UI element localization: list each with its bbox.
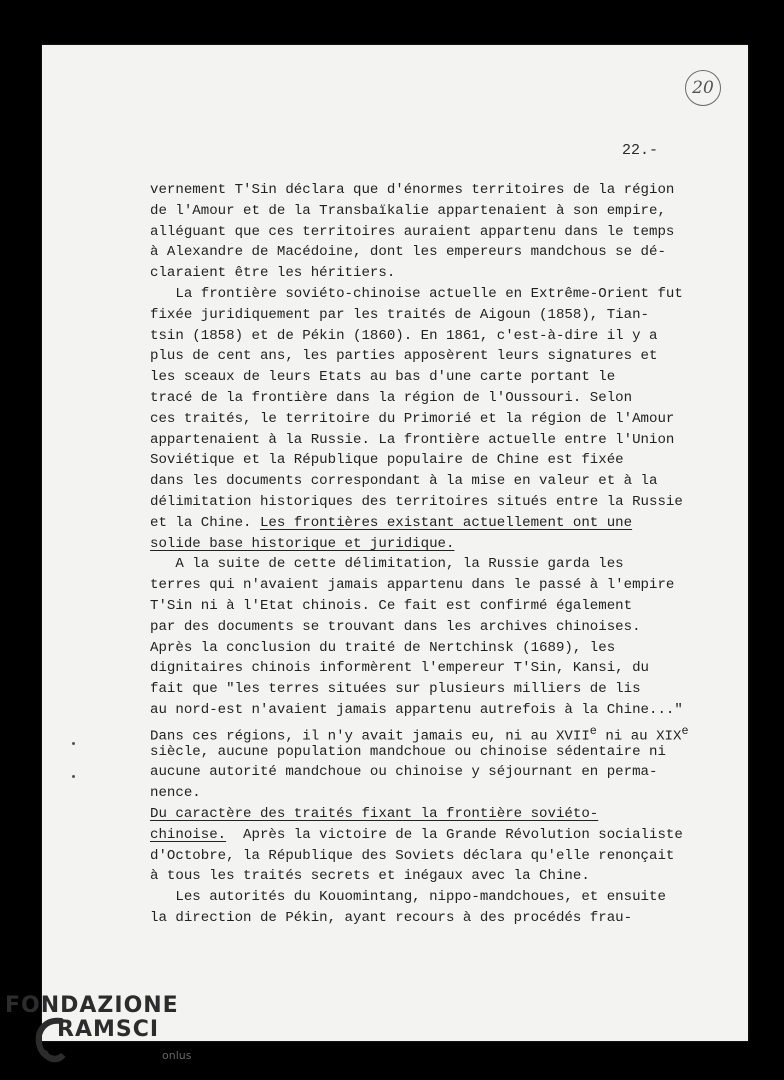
document-body: [150, 180, 710, 929]
underlined-text: Les frontières existant actuellement ont une: [259, 514, 633, 531]
text-line: tsin (1858) et de Pékin (1860). En 1861, c'est-à-dire il y a: [150, 327, 658, 344]
text-line: la direction de Pékin, ayant recours à des procédés frau-: [150, 909, 633, 926]
watermark-line2: RAMSCI: [57, 1017, 160, 1042]
text-line: plus de cent ans, les parties apposèrent leurs signatures et: [150, 348, 658, 365]
text-line: Après la conclusion du traité de Nertchinsk (1689), les: [150, 639, 616, 656]
text-line: dans les documents correspondant à la mise en valeur et à la: [150, 473, 658, 490]
text-line: à tous les traités secrets et inégaux avec la Chine.: [150, 868, 590, 885]
text-line: Soviétique et la République populaire de Chine est fixée: [150, 452, 624, 469]
text-line: au nord-est n'avaient jamais appartenu autrefois à la Chine...": [150, 701, 683, 718]
text-line: d'Octobre, la République des Soviets déclara qu'elle renonçait: [150, 847, 675, 864]
text-line: terres qui n'avaient jamais appartenu dans le passé à l'empire: [150, 577, 675, 594]
text-line: les sceaux de leurs Etats au bas d'une carte portant le: [150, 369, 616, 386]
text-line: par des documents se trouvant dans les archives chinoises.: [150, 618, 641, 635]
watermark-line1: FONDAZIONE: [5, 993, 179, 1018]
text-line: T'Sin ni à l'Etat chinois. Ce fait est confirmé également: [150, 597, 633, 614]
text-line: à Alexandre de Macédoine, dont les empereurs mandchous se dé-: [150, 244, 666, 261]
text-line: La frontière soviéto-chinoise actuelle en Extrême-Orient fut: [150, 285, 683, 302]
superscript: e: [681, 723, 689, 738]
text-line: A la suite de cette délimitation, la Russie garda les: [150, 556, 624, 573]
text-segment: Dans ces régions, il n'y avait jamais eu, ni au XVII: [150, 728, 590, 745]
archive-page-stamp: [685, 70, 721, 106]
fondazione-gramsci-watermark: [5, 993, 205, 1073]
text-line: ces traités, le territoire du Primorié et la région de l'Amour: [150, 410, 675, 427]
text-segment: et la Chine.: [150, 514, 260, 531]
text-line: tracé de la frontière dans la région de l'Oussouri. Selon: [150, 389, 633, 406]
text-line: de l'Amour et de la Transbaïkalie appartenaient à son empire,: [150, 202, 666, 219]
text-line: [150, 825, 710, 846]
text-segment: Après la victoire de la Grande Révolution socialiste: [226, 826, 683, 843]
text-line: fait que "les terres situées sur plusieurs milliers de lis: [150, 681, 641, 698]
text-line: vernement T'Sin déclara que d'énormes territoires de la région: [150, 182, 675, 198]
section-heading: chinoise.: [150, 826, 227, 843]
margin-mark: [72, 775, 75, 778]
text-line: Les autorités du Kouomintang, nippo-mandchoues, et ensuite: [150, 889, 666, 906]
text-line: appartenaient à la Russie. La frontière actuelle entre l'Union: [150, 431, 675, 448]
text-line: aucune autorité mandchoue ou chinoise y séjournant en perma-: [150, 764, 658, 781]
section-heading: Du caractère des traités fixant la frontière soviéto-: [150, 805, 599, 822]
superscript: e: [589, 723, 597, 738]
page-number: 22.-: [622, 142, 659, 159]
watermark-suffix: onlus: [162, 1049, 192, 1062]
text-line: délimitation historiques des territoires situés entre la Russie: [150, 493, 683, 510]
margin-mark: [72, 742, 75, 745]
text-line: nence.: [150, 785, 201, 802]
text-line: siècle, aucune population mandchoue ou chinoise sédentaire ni: [150, 743, 666, 760]
text-line: [150, 721, 710, 745]
text-line: dignitaires chinois informèrent l'empereur T'Sin, Kansi, du: [150, 660, 649, 677]
text-line: alléguant que ces territoires auraient appartenu dans le temps: [150, 223, 675, 240]
text-line: claraient être les héritiers.: [150, 265, 396, 282]
underlined-text-line: solide base historique et juridique.: [150, 535, 455, 552]
text-line: fixée juridiquement par les traités de Aigoun (1858), Tian-: [150, 306, 649, 323]
archive-page-stamp-number: 20: [692, 78, 714, 98]
text-line: [150, 513, 710, 534]
text-segment: ni au XIX: [596, 728, 682, 745]
